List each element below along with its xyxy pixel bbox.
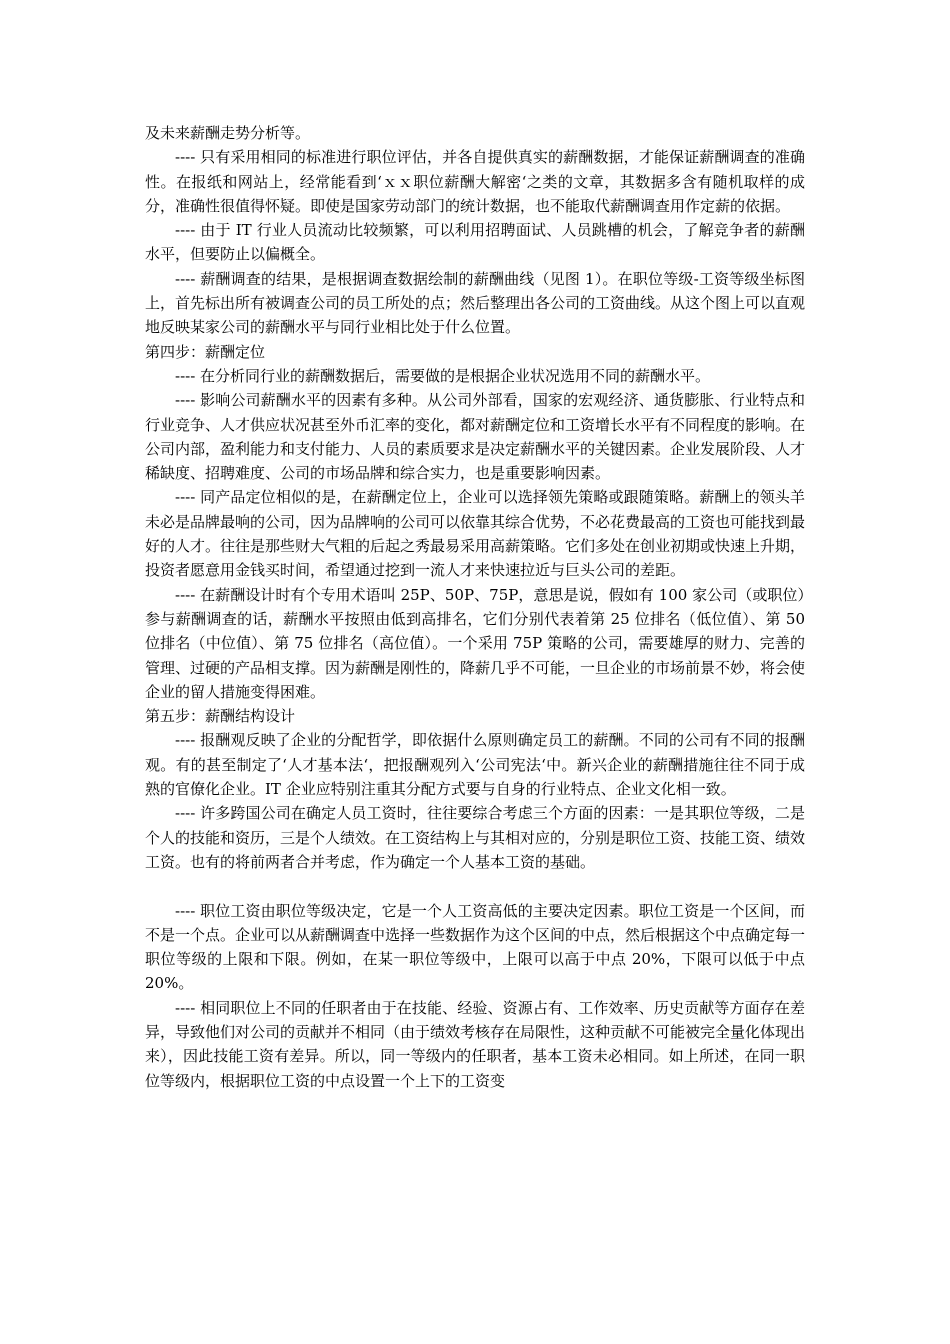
paragraph: ---- 职位工资由职位等级决定，它是一个人工资高低的主要决定因素。职位工资是一个区间，而不是一个点。企业可以从薪酬调查中选择一些数据作为这个区间的中点，然后根据这个中点确定每一职位等级的上限和下限。例如，在某一职位等级中，上限可以高于中点 20%，下限可以低于中点 20%。	[145, 901, 806, 993]
paragraph: ---- 由于 IT 行业人员流动比较频繁，可以利用招聘面试、人员跳槽的机会，了解竞争者的薪酬水平，但要防止以偏概全。	[145, 221, 805, 264]
paragraph: ---- 在分析同行业的薪酬数据后，需要做的是根据企业状况选用不同的薪酬水平。	[175, 366, 711, 385]
section-heading-step-five: 第五步：薪酬结构设计	[145, 707, 296, 726]
paragraph: ---- 报酬观反映了企业的分配哲学，即依据什么原则确定员工的薪酬。不同的公司有不同的报酬观。有的甚至制定了‘人才基本法‘，把报酬观列入‘公司宪法‘中。新兴企业的薪酬措施往往不同于成熟的官僚化企业。IT 企业应特别注重其分配方式要与自身的行业特点、企业文化相一致。	[145, 731, 805, 799]
paragraph: ---- 薪酬调查的结果，是根据调查数据绘制的薪酬曲线（见图 1）。在职位等级-工资等级坐标图上，首先标出所有被调查公司的员工所处的点；然后整理出各公司的工资曲线。从这个图上可以直观地反映某家公司的薪酬水平与同行业相比处于什么位置。	[145, 269, 806, 337]
document-page	[145, 121, 805, 1093]
section-heading-step-four: 第四步：薪酬定位	[145, 342, 266, 361]
paragraph: ---- 许多跨国公司在确定人员工资时，往往要综合考虑三个方面的因素：一是其职位等级，二是个人的技能和资历，三是个人绩效。在工资结构上与其相对应的，分别是职位工资、技能工资、绩效工资。也有的将前两者合并考虑，作为确定一个人基本工资的基础。	[145, 804, 806, 871]
blank-line	[145, 874, 805, 898]
paragraph: ---- 影响公司薪酬水平的因素有多种。从公司外部看，国家的宏观经济、通货膨胀、行业特点和行业竞争、人才供应状况甚至外币汇率的变化，都对薪酬定位和工资增长水平有不同程度的影响。在公司内部，盈利能力和支付能力、人员的素质要求是决定薪酬水平的关键因素。企业发展阶段、人才稀缺度、招聘难度、公司的市场品牌和综合实力，也是重要影响因素。	[145, 391, 806, 483]
paragraph: 及未来薪酬走势分析等。	[145, 124, 311, 142]
paragraph: ---- 相同职位上不同的任职者由于在技能、经验、资源占有、工作效率、历史贡献等方面存在差异，导致他们对公司的贡献并不相同（由于绩效考核存在局限性，这种贡献不可能被完全量化体现出来），因此技能工资有差异。所以，同一等级内的任职者，基本工资未必相同。如上所述，在同一职位等级内，根据职位工资的中点设置一个上下的工资变	[145, 998, 806, 1090]
paragraph: ---- 在薪酬设计时有个专用术语叫 25P、50P、75P，意思是说，假如有 100 家公司（或职位）参与薪酬调查的话，薪酬水平按照由低到高排名，它们分别代表着第 25 位排名（低位值）、第 50 位排名（中位值）、第 75 位排名（高位值）。一个采用 75P 策略的公司，需要雄厚的财力、完善的管理、过硬的产品相支撑。因为薪酬是刚性的，降薪几乎不可能，一旦企业的市场前景不妙，将会使企业的留人措施变得困难。	[145, 585, 806, 701]
paragraph: ---- 同产品定位相似的是，在薪酬定位上，企业可以选择领先策略或跟随策略。薪酬上的领头羊未必是品牌最响的公司，因为品牌响的公司可以依靠其综合优势，不必花费最高的工资也可能找到最好的人才。往往是那些财大气粗的后起之秀最易采用高薪策略。它们多处在创业初期或快速上升期，投资者愿意用金钱买时间，希望通过挖到一流人才来快速拉近与巨头公司的差距。	[145, 488, 806, 580]
paragraph: ---- 只有采用相同的标准进行职位评估，并各自提供真实的薪酬数据，才能保证薪酬调查的准确性。在报纸和网站上，经常能看到‘ｘｘ职位薪酬大解密‘之类的文章，其数据多含有随机取样的成分，准确性很值得怀疑。即使是国家劳动部门的统计数据，也不能取代薪酬调查用作定薪的依据。	[145, 148, 805, 215]
